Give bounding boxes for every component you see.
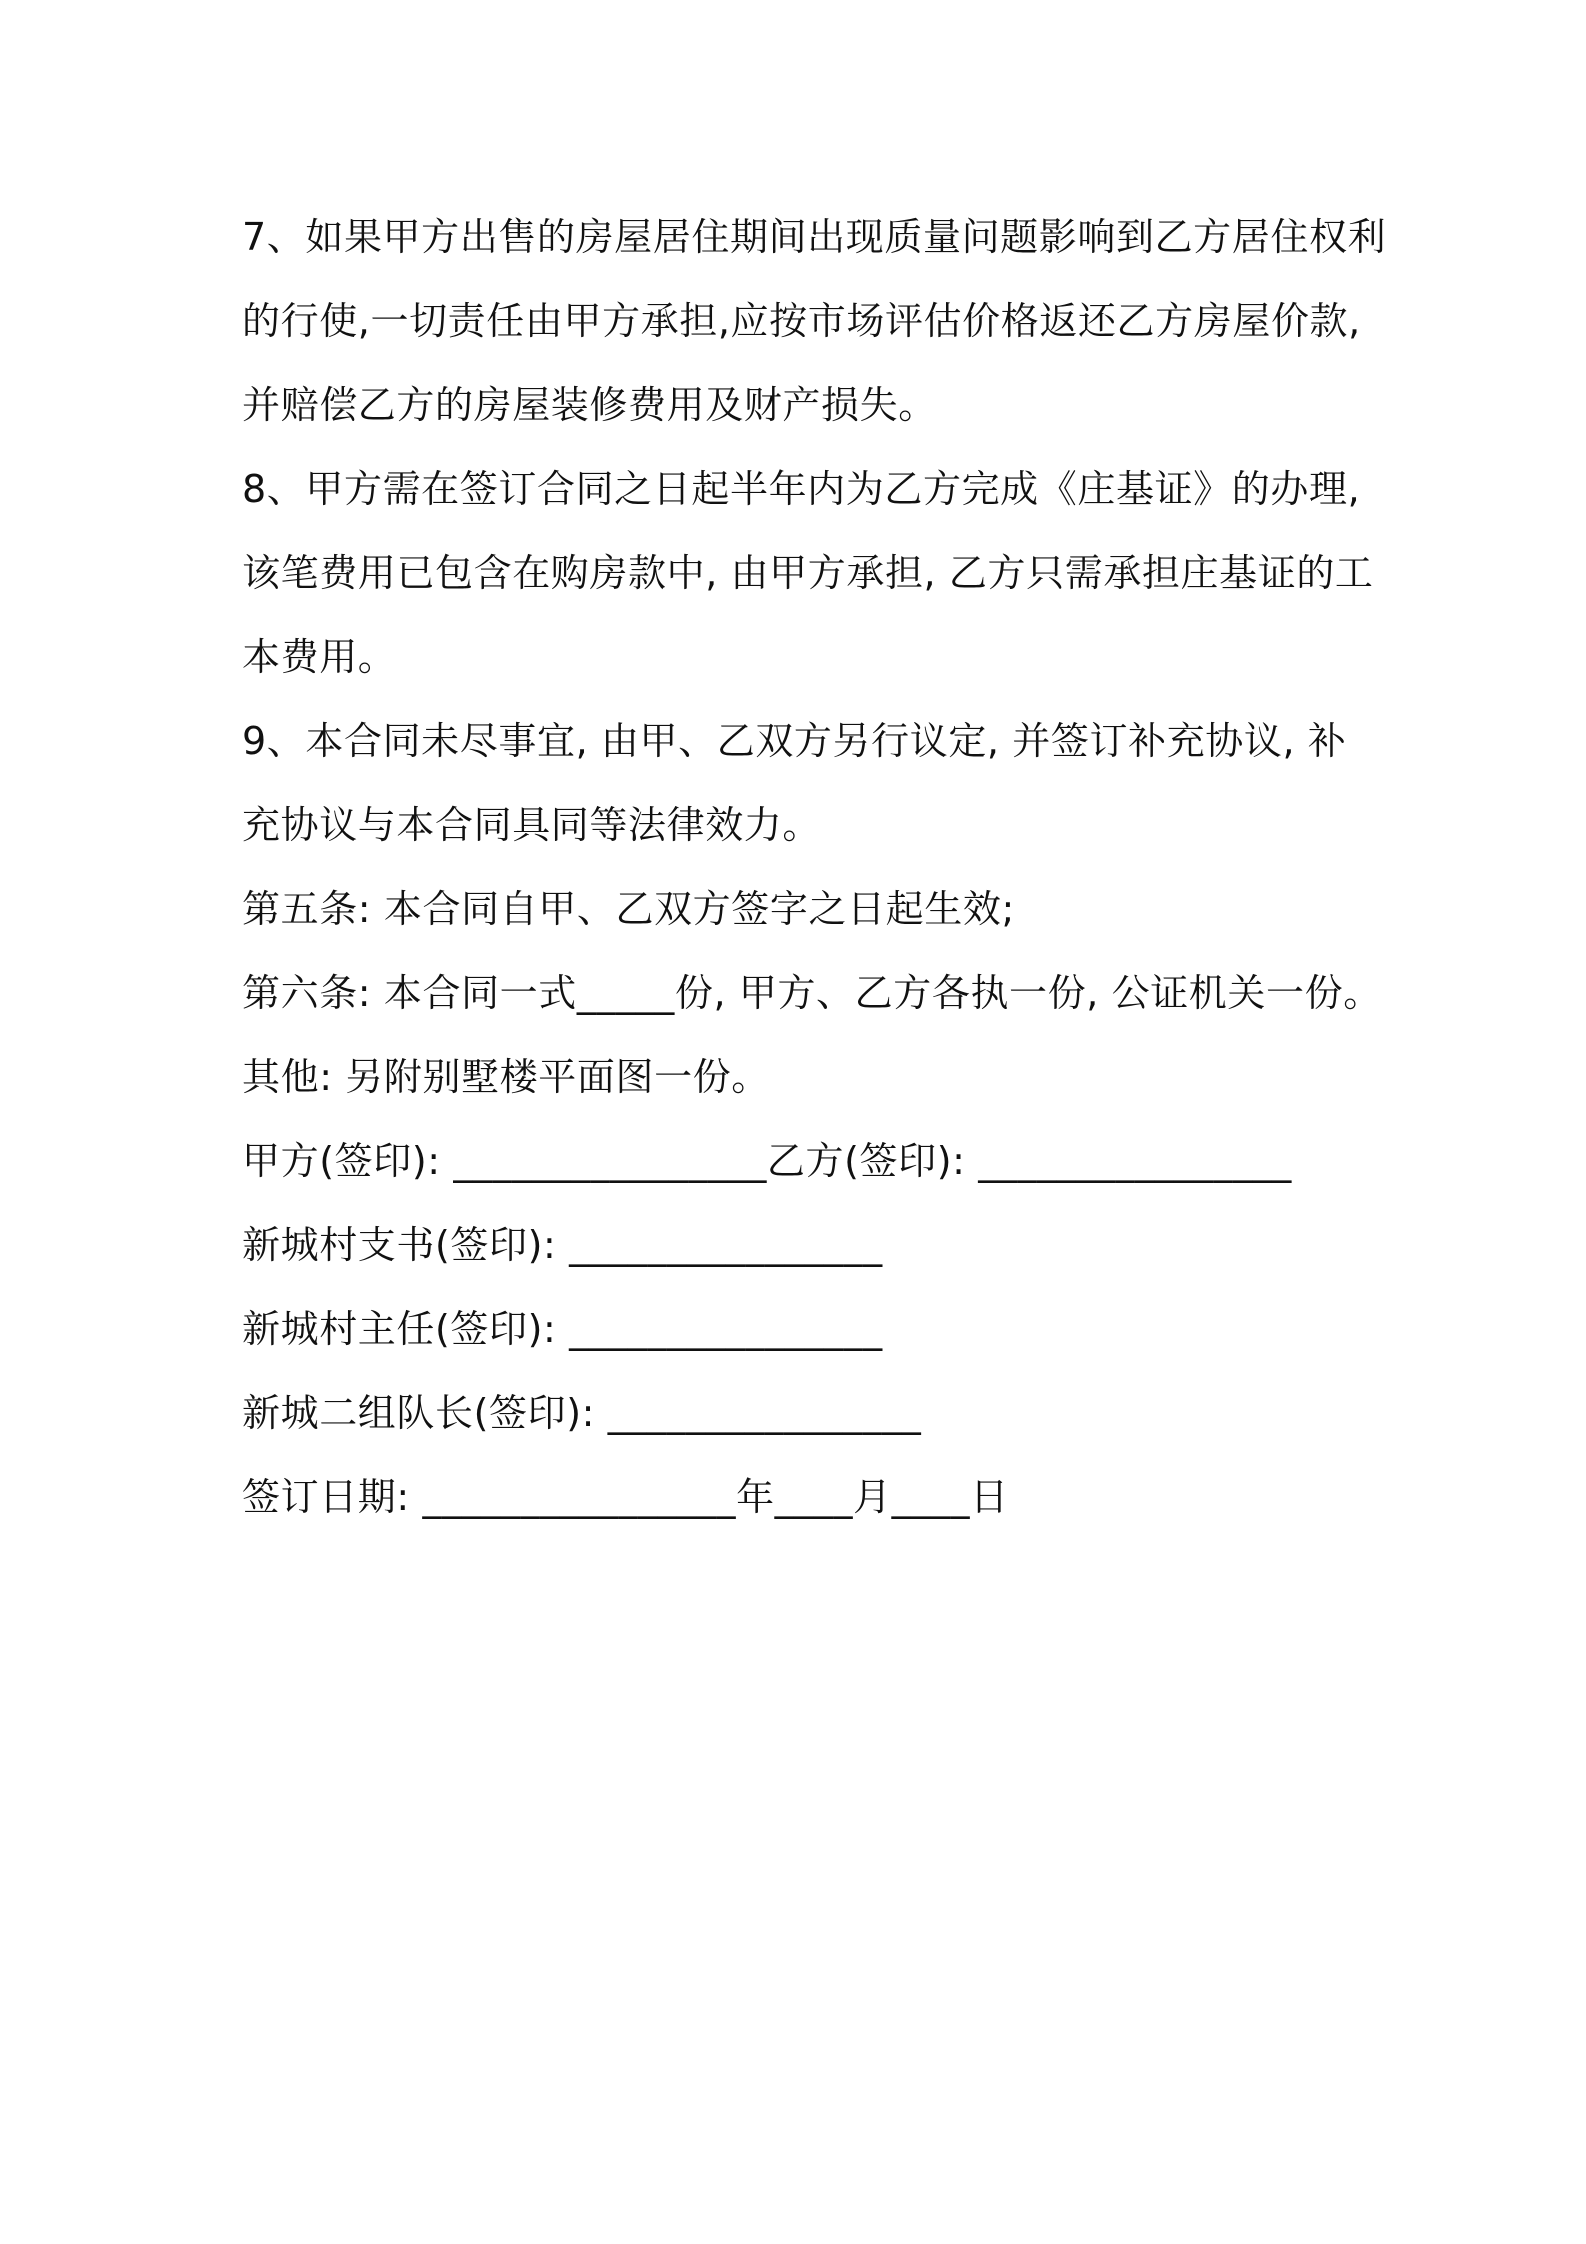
other-attachment: 其他: 另附别墅楼平面图一份。 (242, 1055, 770, 1099)
clause-8-line-2: 该笔费用已包含在购房款中, 由甲方承担, 乙方只需承担庄基证的工 (242, 551, 1374, 595)
signing-date: 签订日期: ________________年____月____日 (242, 1475, 1009, 1519)
clause-8-line-1: 8、甲方需在签订合同之日起半年内为乙方完成《庄基证》的办理, (242, 467, 1361, 511)
article-6: 第六条: 本合同一式_____份, 甲方、乙方各执一份, 公证机关一份。 (242, 971, 1382, 1015)
clause-9-line-2: 充协议与本合同具同等法律效力。 (242, 803, 822, 847)
clause-7-line-3: 并赔偿乙方的房屋装修费用及财产损失。 (242, 383, 937, 427)
clause-8-line-3: 本费用。 (242, 635, 397, 679)
team-leader-signature: 新城二组队长(签印): ________________ (242, 1391, 922, 1435)
article-5: 第五条: 本合同自甲、乙双方签字之日起生效; (242, 887, 1015, 931)
clause-7-line-2: 的行使,一切责任由甲方承担,应按市场评估价格返还乙方房屋价款, (242, 299, 1361, 343)
document-body (242, 195, 1387, 1539)
clause-7-line-1: 7、如果甲方出售的房屋居住期间出现质量问题影响到乙方居住权利 (242, 215, 1387, 259)
clause-9-line-1: 9、本合同未尽事宜, 由甲、乙双方另行议定, 并签订补充协议, 补 (242, 719, 1347, 763)
party-signatures: 甲方(签印): ________________乙方(签印): ________________ (242, 1139, 1292, 1183)
village-secretary-signature: 新城村支书(签印): ________________ (242, 1223, 883, 1267)
village-director-signature: 新城村主任(签印): ________________ (242, 1307, 883, 1351)
